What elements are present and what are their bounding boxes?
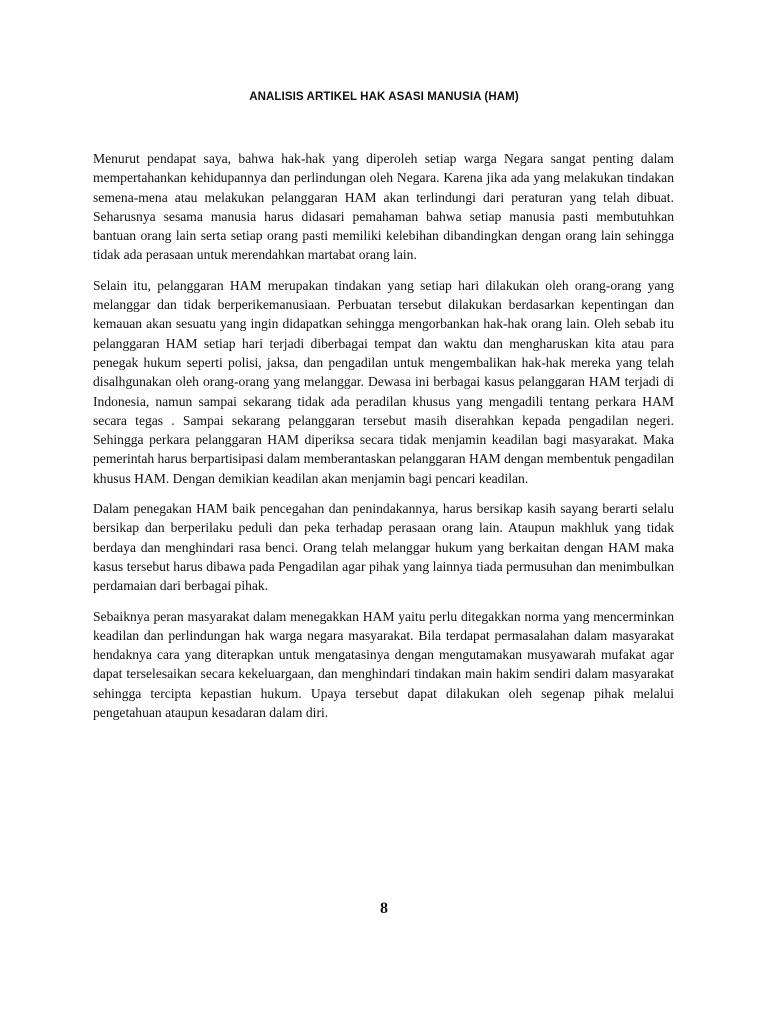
document-title: ANALISIS ARTIKEL HAK ASASI MANUSIA (HAM) (249, 91, 519, 103)
paragraph-1: Menurut pendapat saya, bahwa hak-hak yang diperoleh setiap warga Negara sangat penting dalam mempertahankan kehidupannya dan perlindungan oleh Negara. Karena jika ada yang melakukan tindakan semena-mena atau melakukan pelanggaran HAM akan terlindungi dari peraturan yang telah dibuat. Seharusnya sesama manusia harus didasari pemahaman bahwa setiap manusia pasti membutuhkan bantuan orang lain serta setiap orang pasti memiliki kelebihan dibandingkan dengan orang lain sehingga tidak ada perasaan untuk merendahkan martabat orang lain. (93, 151, 674, 263)
page-number: 8 (380, 900, 388, 917)
paragraph-2: Selain itu, pelanggaran HAM merupakan tindakan yang setiap hari dilakukan oleh orang-orang yang melanggar dan tidak berperikemanusiaan. Perbuatan tersebut dilakukan berdasarkan kepentingan dan kemauan akan sesuatu yang ingin didapatkan sehingga mengorbankan hak-hak orang lain. Oleh sebab itu pelanggaran HAM setiap hari terjadi diberbagai tempat dan waktu dan mengharuskan kita atau para penegak hukum seperti polisi, jaksa, dan pengadilan untuk mengembalikan hak-hak mereka yang telah disalhgunakan oleh orang-orang yang melanggar. Dewasa ini berbagai kasus pelanggaran HAM terjadi di Indonesia, namun sampai sekarang tidak ada peradilan khusus yang mengadili tentang perkara HAM secara tegas . Sampai sekarang pelanggaran tersebut masih diserahkan kepada pengadilan negeri. Sehingga perkara pelanggaran HAM diperiksa secara tidak menjamin keadilan bagi masyarakat. Maka pemerintah harus berpartisipasi dalam memberantaskan pelanggaran HAM dengan membentuk pengadilan khusus HAM. Dengan demikian keadilan akan menjamin bagi pencari keadilan. (93, 277, 674, 486)
document-body (93, 149, 674, 733)
paragraph-3: Dalam penegakan HAM baik pencegahan dan penindakannya, harus bersikap kasih sayang berarti selalu bersikap dan berperilaku peduli dan peka terhadap perasaan orang lain. Ataupun makhluk yang tidak berdaya dan menghindari rasa benci. Orang telah melanggar hukum yang berkaitan dengan HAM maka kasus tersebut harus dibawa pada Pengadilan agar pihak yang lainnya tiada permusuhan dan menimbulkan perdamaian dari berbagai pihak. (93, 501, 674, 594)
paragraph-4: Sebaiknya peran masyarakat dalam menegakkan HAM yaitu perlu ditegakkan norma yang mencerminkan keadilan dan perlindungan hak warga negara masyarakat. Bila terdapat permasalahan dalam masyarakat hendaknya cara yang diterapkan untuk mengatasinya dengan mengutamakan musyawarah mufakat agar dapat terselesaikan secara kekeluargaan, dan menghindari tindakan main hakim sendiri dalam masyarakat sehingga tercipta kepastian hukum. Upaya tersebut dapat dilakukan oleh segenap pihak melalui pengetahuan ataupun kesadaran dalam diri. (93, 608, 674, 721)
